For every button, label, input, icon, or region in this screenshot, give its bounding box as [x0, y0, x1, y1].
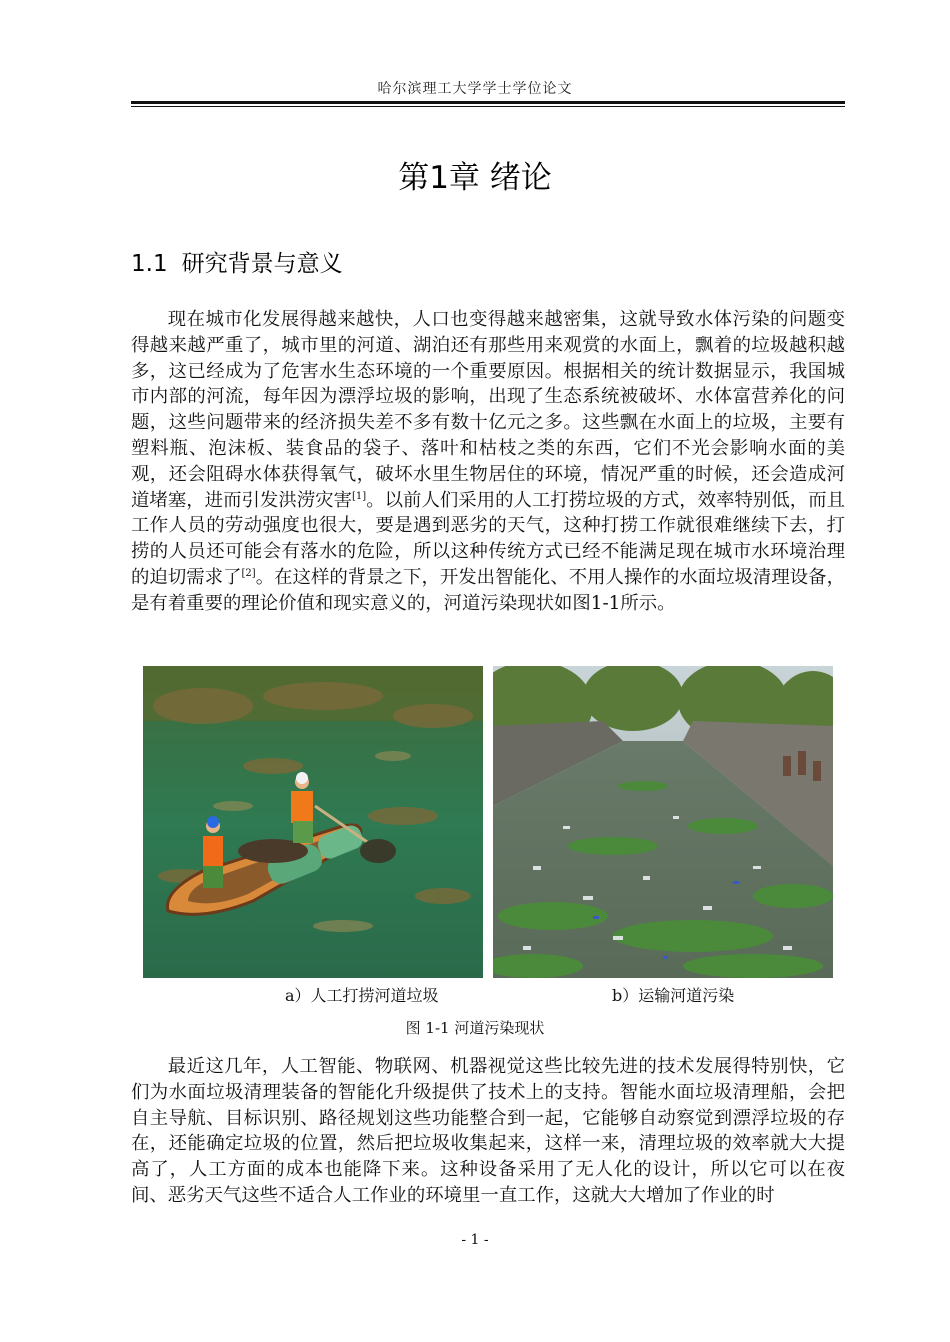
page-number: - 1 - — [461, 1232, 489, 1248]
section-title: 研究背景与意义 — [181, 251, 343, 277]
paragraph-text: 。以前人们采用的人工打捞垃圾的方式，效率特别低，而且工作人员的劳动强度也很大，要是遇到恶劣的天气，这种打捞工作就很难继续下去，打捞的人员还可能会有落水的危险，所以这种传统方式已经不能满足现在城市水环境治理的迫切需求了 — [131, 489, 845, 588]
figure-image-a — [143, 666, 483, 978]
section-heading — [131, 245, 343, 278]
running-header: 哈尔滨理工大学学士学位论文 — [377, 81, 573, 97]
subcaption-a: a）人工打捞河道垃圾 — [285, 986, 439, 1005]
body-paragraph-1 — [131, 307, 845, 617]
citation-ref-1[interactable]: [1] — [352, 490, 367, 502]
subcaption-b: b）运输河道污染 — [612, 986, 735, 1005]
body-paragraph-2: 最近这几年，人工智能、物联网、机器视觉这些比较先进的技术发展得特别快，它们为水面垃圾清理装备的智能化升级提供了技术上的支持。智能水面垃圾清理船，会把自主导航、目标识别、路径规划这些功能整合到一起，它能够自动察觉到漂浮垃圾的存在，还能确定垃圾的位置，然后把垃圾收集起来，这样一来，清理垃圾的效率就大大提高了，人工方面的成本也能降下来。这种设备采用了无人化的设计，所以它可以在夜间、恶劣天气这些不适合人工作业的环境里一直工作，这就大大增加了作业的时 — [131, 1056, 845, 1206]
section-number: 1.1 — [131, 251, 168, 277]
header-rule-thin — [131, 106, 845, 107]
paragraph-text: 。在这样的背景之下，开发出智能化、不用人操作的水面垃圾清理设备，是有着重要的理论价值和现实意义的，河道污染现状如图1-1所示。 — [131, 566, 845, 614]
paragraph-text: 现在城市化发展得越来越快，人口也变得越来越密集，这就导致水体污染的问题变得越来越严重了，城市里的河道、湖泊还有那些用来观赏的水面上，飘着的垃圾越积越多，这已经成为了危害水生态环境的一个重要原因。根据相关的统计数据显示，我国城市内部的河流，每年因为漂浮垃圾的影响，出现了生态系统被破坏、水体富营养化的问题，这些问题带来的经济损失差不多有数十亿元之多。这些飘在水面上的垃圾，主要有塑料瓶、泡沫板、装食品的袋子、落叶和枯枝之类的东西，它们不光会影响水面的美观，还会阻碍水体获得氧气，破坏水里生物居住的环境，情况严重的时候，还会造成河道堵塞，进而引发洪涝灾害 — [131, 309, 845, 511]
figure-image-b — [493, 666, 833, 978]
chapter-title: 第1章 绪论 — [398, 160, 552, 196]
header-rule-thick — [131, 101, 845, 104]
citation-ref-2[interactable]: [2] — [241, 567, 256, 579]
figure-caption: 图 1-1 河道污染现状 — [405, 1019, 545, 1037]
